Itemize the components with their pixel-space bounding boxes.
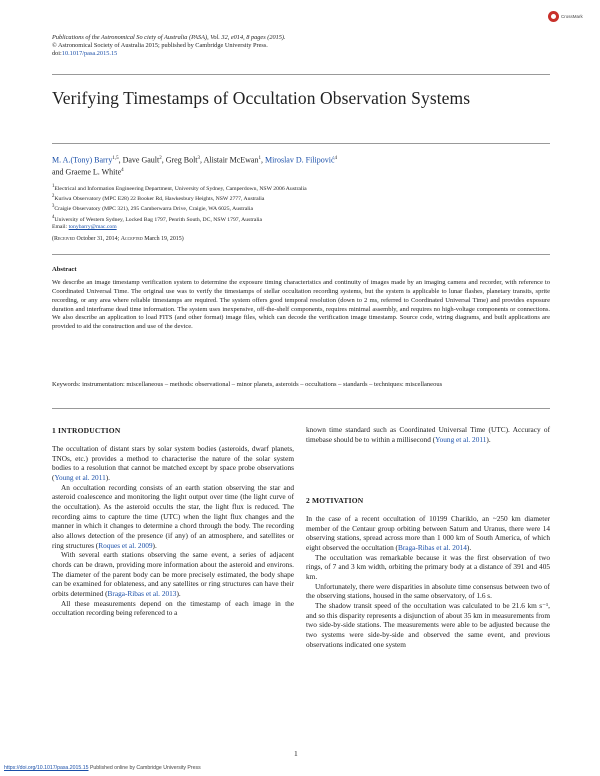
paragraph: The occultation was remarkable because it was the first observation of two rings, of 7 and 3 km width, orbiting the primary body at a distance of 391 and 405 km. xyxy=(306,552,550,581)
abstract-text: We describe an image timestamp verification system to determine the exposure timing characteristics and continuity of images made by an imaging camera and recorder, with reference to Coordinated Universal Time. The original use was to verify the timestamps of stellar occultation recording systems, but the system is applicable to lunar flashes, planetary transits, sprite recording, or any area where reliable timestamps are required. The system offers good temporal resolution (down to 2 ms, referred to Coordinated Universal Time) and provides exposure duration and interframe dead time information. The system uses inexpensive, off-the-shelf components, requires minimal assembly, and requires no high-voltage components or connections. We also describe an application to load FITS (and other format) image files, which can decode the verification image timestamp. Source code, wiring diagrams, and built applications are provided to aid the construction and use of the device. xyxy=(52,279,550,331)
abstract-rule-top xyxy=(52,254,550,255)
abstract-heading: Abstract xyxy=(52,266,77,273)
crossmark-badge[interactable] xyxy=(548,8,594,24)
author-affiliation-marker: 4 xyxy=(334,156,338,161)
paper-title: Verifying Timestamps of Occultation Observation Systems xyxy=(52,88,471,108)
footer-published-text: Published online by Cambridge University Press xyxy=(88,765,201,771)
email-link[interactable]: tonybarry@mac.com xyxy=(68,223,117,230)
crossmark-label: CrossMark xyxy=(561,13,583,19)
author-name: Greg Bolt xyxy=(165,155,198,165)
author-affiliation-marker: 3 xyxy=(197,156,201,161)
paragraph: known time standard such as Coordinated Universal Time (UTC). Accuracy of timebase should be to within a millisecond (Young et al. 2011). xyxy=(306,425,550,444)
citation-link[interactable]: Young et al. 2011 xyxy=(435,434,487,444)
body-column-right xyxy=(306,514,550,649)
crossmark-icon xyxy=(548,11,559,22)
received-dates: (Received October 31, 2014; Accepted March 19, 2015) xyxy=(52,236,184,242)
author-name: and Graeme L. White xyxy=(52,167,122,177)
paragraph: In the case of a recent occultation of 10199 Chariklo, an ~250 km diameter member of the Centaur group orbiting between Saturn and Uranus, there were 14 observing stations, spread across more than 1 000 km of South America, of which eight observed the occultation (Braga-Ribas et al. 2014). xyxy=(306,514,550,552)
section-heading-motivation: 2 MOTIVATION xyxy=(306,496,364,505)
affiliations xyxy=(52,183,307,231)
page-number: 1 xyxy=(294,749,298,758)
citation-link[interactable]: Braga-Ribas et al. 2013 xyxy=(107,588,177,598)
journal-citation: Publications of the Astronomical So ciety of Australia (PASA), Vol. 32, e014, 8 pages (2015). xyxy=(52,34,286,41)
citation-link[interactable]: Roques et al. 2009 xyxy=(98,540,153,550)
paragraph: The shadow transit speed of the occultation was calculated to be 21.6 km s⁻¹, and so this disparity represents a disjunction of about 35 km in measurements from two side-by-side stations. The measurements were able to be adjusted because the two systems were side-by-side and observed the same event, and previous observations indicated one system xyxy=(306,600,550,649)
header-rule xyxy=(52,74,550,75)
author-affiliation-marker: 1 xyxy=(258,156,261,161)
body-column-right-top xyxy=(306,425,550,444)
citation-link[interactable]: Young et al. 2011 xyxy=(54,472,106,482)
author-affiliation-marker: 1,5 xyxy=(112,156,119,161)
copyright-line: © Astronomical Society of Australia 2015; published by Cambridge University Press. xyxy=(52,42,268,50)
affiliation: $^3$Craigie Observatory (MPC 321), 295 Camberwarra Drive, Craigie, WA 6025, Australia xyxy=(52,204,253,213)
paragraph: With several earth stations observing the same event, a series of adjacent chords can be drawn, providing more information about the asteroid and environs. The diameter of the parent body can be more precisely estimated, the body shape can be examined for oblateness, and any satellites or ring structures can have their orbits determined (Braga-Ribas et al. 2013). xyxy=(52,550,294,598)
footer-doi-link[interactable]: https://doi.org/10.1017/pasa.2015.15 xyxy=(4,765,89,771)
section-heading-introduction: 1 INTRODUCTION xyxy=(52,426,121,435)
affiliation: $^4$University of Western Sydney, Locked Bag 1797, Penrith South, DC, NSW 1797, Australia xyxy=(52,214,263,223)
paragraph: An occultation recording consists of an earth station observing the star and asteroid coalescence and monitoring the light output over time (the light curve of the occultation). As the asteroid occults the star, the light flux is reduced. The recording aims to capture the time (UTC) when the light flux changes and the manner in which it changes to determine a chord through the body. The recording also allows detection of the presence (if any) of an atmosphere, and satellites or ring structures (Roques et al. 2009). xyxy=(52,482,294,550)
author-name: Dave Gault xyxy=(122,155,160,165)
author-affiliation-marker: 2 xyxy=(159,156,162,161)
author-name: Alistair McEwan xyxy=(203,155,259,165)
email-line: Email: tonybarry@mac.com xyxy=(52,223,117,230)
author-list: M. A.(Tony) Barry$^{1,5}$, Dave Gault$^2$, Greg Bolt$^3$, Alistair McEwan$^1$, Miroslav D. Filipović$^4$ and Graeme L. White$^4$ xyxy=(52,155,338,177)
paragraph: Unfortunately, there were disparities in absolute time consensus between two of the observing stations, housed in the same observatory, of 1.6 s. xyxy=(306,581,550,601)
body-column-left xyxy=(52,444,294,618)
affiliation: $^2$Kuriwa Observatory (MPC E28) 22 Booker Rd, Hawkesbury Heights, NSW 2777, Australia xyxy=(52,194,265,203)
doi-link[interactable]: 10.1017/pasa.2015.15 xyxy=(61,50,118,58)
author-name[interactable]: Miroslav D. Filipović xyxy=(264,155,335,165)
paragraph: The occultation of distant stars by solar system bodies (asteroids, dwarf planets, TNOs, etc.) provides a method to characterise the nature of the solar system bodies to a resolution that cannot be matched except by space probe observations (Young et al. 2011). xyxy=(52,444,294,482)
page-footer xyxy=(4,765,201,771)
title-rule xyxy=(52,143,550,144)
journal-header xyxy=(52,34,286,59)
keywords: Keywords: instrumentation: miscellaneous – methods: observational – minor planets, asteroids – occultations – standards – techniques: miscellaneous xyxy=(52,381,443,388)
author-name[interactable]: M. A.(Tony) Barry xyxy=(52,155,113,165)
abstract-rule-bottom xyxy=(52,408,550,409)
citation-link[interactable]: Braga-Ribas et al. 2014 xyxy=(398,542,467,552)
paragraph: All these measurements depend on the timestamp of each image in the occultation recording being referenced to a xyxy=(52,598,294,618)
doi-prefix: doi: xyxy=(52,50,62,58)
affiliation: $^1$Electrical and Information Engineering Department, University of Sydney, Camperdown, NSW 2006 Australia xyxy=(52,184,307,192)
author-affiliation-marker: 4 xyxy=(121,168,124,174)
